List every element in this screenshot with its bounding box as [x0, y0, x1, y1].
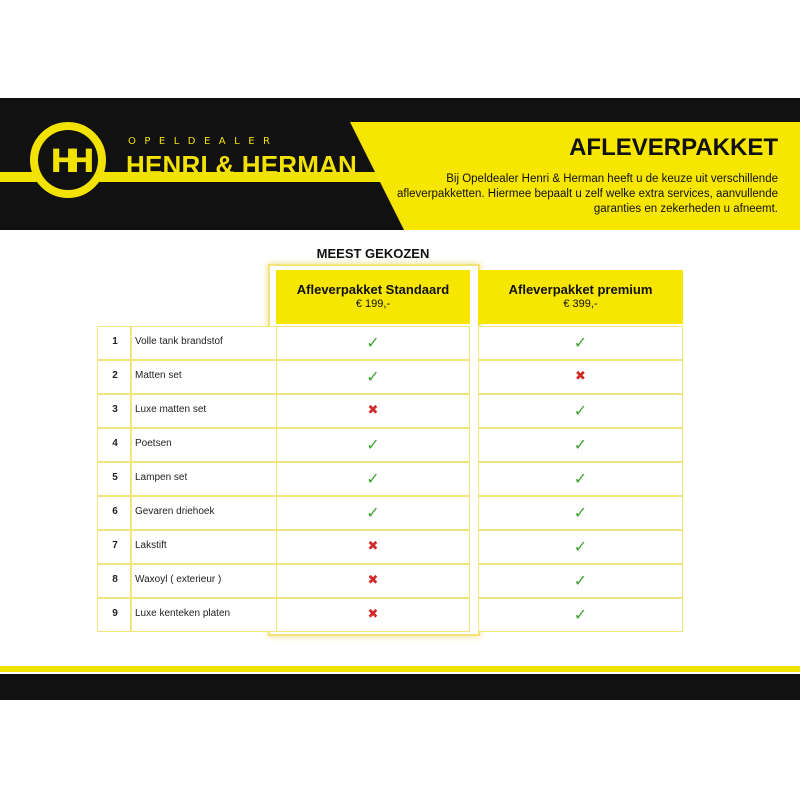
- check-icon: ✓: [366, 503, 380, 522]
- cross-icon: ✖: [367, 539, 379, 554]
- row-label: Gevaren driehoek: [135, 506, 215, 517]
- package-name: Afleverpakket Standaard: [296, 282, 450, 297]
- footer-bar: [0, 674, 800, 700]
- row-number: 7: [112, 540, 118, 551]
- package-header-premium: [478, 270, 683, 324]
- row-number-cell: [97, 462, 131, 496]
- row-number: 4: [112, 438, 118, 449]
- cross-icon: ✖: [367, 573, 379, 588]
- page-title: AFLEVERPAKKET: [569, 134, 778, 161]
- check-icon: ✓: [366, 333, 380, 352]
- table-row: [97, 462, 683, 496]
- row-label: Volle tank brandstof: [135, 336, 223, 347]
- premium-cell: [478, 394, 683, 428]
- check-icon: ✓: [366, 435, 380, 454]
- row-number-cell: [97, 394, 131, 428]
- table-row: [97, 428, 683, 462]
- check-icon: ✓: [366, 367, 380, 386]
- row-number: 5: [112, 472, 118, 483]
- table-row: [97, 326, 683, 360]
- row-number: 8: [112, 574, 118, 585]
- cross-icon: ✖: [575, 369, 586, 384]
- standard-cell: [276, 360, 470, 394]
- row-number-cell: [97, 326, 131, 360]
- premium-cell: [478, 564, 683, 598]
- premium-cell: [478, 496, 683, 530]
- standard-cell: [276, 394, 470, 428]
- premium-cell: [478, 530, 683, 564]
- brand-subtitle: OPELDEALER: [128, 136, 279, 147]
- row-label: Luxe kenteken platen: [135, 608, 231, 619]
- brand-name: HENRI & HERMAN: [126, 150, 358, 180]
- row-number-cell: [97, 530, 131, 564]
- row-label: Lakstift: [135, 540, 167, 551]
- row-number-cell: [97, 564, 131, 598]
- footer-stripe: [0, 666, 800, 672]
- table-row: [97, 360, 683, 394]
- page-description: Bij Opeldealer Henri & Herman heeft u de keuze uit verschillende afleverpakketten. Hiermee bepaalt u zelf welke extra services, aanvullende garanties en zekerheden u afneemt.: [397, 173, 778, 215]
- check-icon: ✓: [573, 401, 588, 420]
- standard-cell: [276, 326, 470, 360]
- row-number: 1: [112, 336, 118, 347]
- package-price: € 199,-: [355, 298, 391, 310]
- premium-cell: [478, 326, 683, 360]
- row-number: 2: [112, 370, 118, 381]
- check-icon: ✓: [573, 333, 588, 352]
- package-header-standard: [276, 270, 470, 324]
- row-number: 9: [112, 608, 118, 619]
- row-label: Matten set: [135, 370, 182, 381]
- check-icon: ✓: [573, 605, 588, 624]
- row-number-cell: [97, 598, 131, 632]
- row-label: Luxe matten set: [135, 404, 207, 415]
- table-row: [97, 394, 683, 428]
- standard-cell: [276, 428, 470, 462]
- standard-cell: [276, 496, 470, 530]
- row-number: 6: [112, 506, 118, 517]
- row-number-cell: [97, 428, 131, 462]
- package-name: Afleverpakket premium: [508, 282, 653, 297]
- check-icon: ✓: [573, 435, 588, 454]
- table-row: [97, 598, 683, 632]
- check-icon: ✓: [573, 469, 588, 488]
- standard-cell: [276, 564, 470, 598]
- table-row: [97, 496, 683, 530]
- standard-cell: [276, 462, 470, 496]
- cross-icon: ✖: [367, 403, 379, 418]
- check-icon: ✓: [366, 469, 380, 488]
- table-row: [97, 564, 683, 598]
- premium-cell: [478, 428, 683, 462]
- logo-letters: HH: [50, 142, 86, 180]
- row-label: Waxoyl ( exterieur ): [135, 574, 222, 585]
- package-price: € 399,-: [563, 298, 598, 310]
- row-number-cell: [97, 496, 131, 530]
- cross-icon: ✖: [367, 607, 379, 622]
- premium-cell: [478, 462, 683, 496]
- check-icon: ✓: [573, 537, 588, 556]
- premium-cell: [478, 360, 683, 394]
- row-label: Poetsen: [135, 438, 172, 449]
- check-icon: ✓: [573, 571, 588, 590]
- table-row: [97, 530, 683, 564]
- standard-cell: [276, 530, 470, 564]
- premium-cell: [478, 598, 683, 632]
- row-number-cell: [97, 360, 131, 394]
- most-chosen-label: MEEST GEKOZEN: [316, 246, 430, 261]
- row-label: Lampen set: [135, 472, 188, 483]
- standard-cell: [276, 598, 470, 632]
- check-icon: ✓: [573, 503, 588, 522]
- row-number: 3: [112, 404, 118, 415]
